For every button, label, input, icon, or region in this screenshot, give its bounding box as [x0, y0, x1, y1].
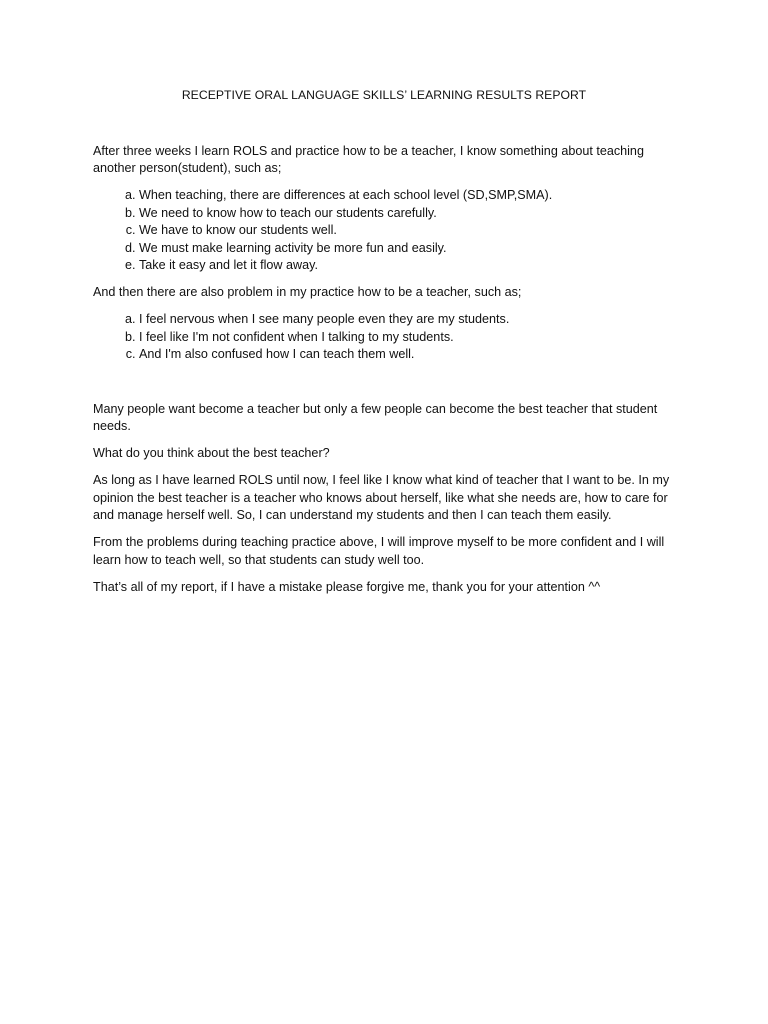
list-item: b. We need to know how to teach our students carefully. [139, 205, 675, 223]
best-teacher-paragraph: Many people want become a teacher but only a few people can become the best teacher that student needs. [93, 401, 658, 433]
list-item: e. Take it easy and let it flow away. [139, 257, 675, 275]
list-item: a. I feel nervous when I see many people even they are my students. [139, 311, 675, 329]
list-item: b. I feel like I'm not confident when I talking to my students. [139, 329, 675, 347]
list-item: d. We must make learning activity be more fun and easily. [139, 240, 675, 258]
question-paragraph: What do you think about the best teacher? [93, 446, 330, 460]
opinion-paragraph: As long as I have learned ROLS until now, I feel like I know what kind of teacher that I want to be. In my opinion the best teacher is a teacher who knows about herself, like what she needs are, how to care for and manage herself well. So, I can understand my students and then I can teach them easily. [93, 473, 670, 522]
problems-list [93, 311, 675, 364]
list-item: c. We have to know our students well. [139, 222, 675, 240]
document-body [93, 87, 675, 606]
list-item: c. And I'm also confused how I can teach them well. [139, 346, 675, 364]
report-title: RECEPTIVE ORAL LANGUAGE SKILLS’ LEARNING RESULTS REPORT [181, 88, 587, 102]
improvement-paragraph: From the problems during teaching practice above, I will improve myself to be more confident and I will learn how to teach well, so that students can study well too. [93, 535, 665, 567]
closing-paragraph: That’s all of my report, if I have a mistake please forgive me, thank you for your attention ^^ [93, 579, 601, 594]
problems-intro-paragraph: And then there are also problem in my practice how to be a teacher, such as; [93, 285, 522, 299]
learning-list [93, 187, 675, 275]
intro-paragraph: After three weeks I learn ROLS and practice how to be a teacher, I know something about teaching another person(student), such as; [93, 143, 644, 175]
list-item: a. When teaching, there are differences at each school level (SD,SMP,SMA). [139, 187, 675, 205]
